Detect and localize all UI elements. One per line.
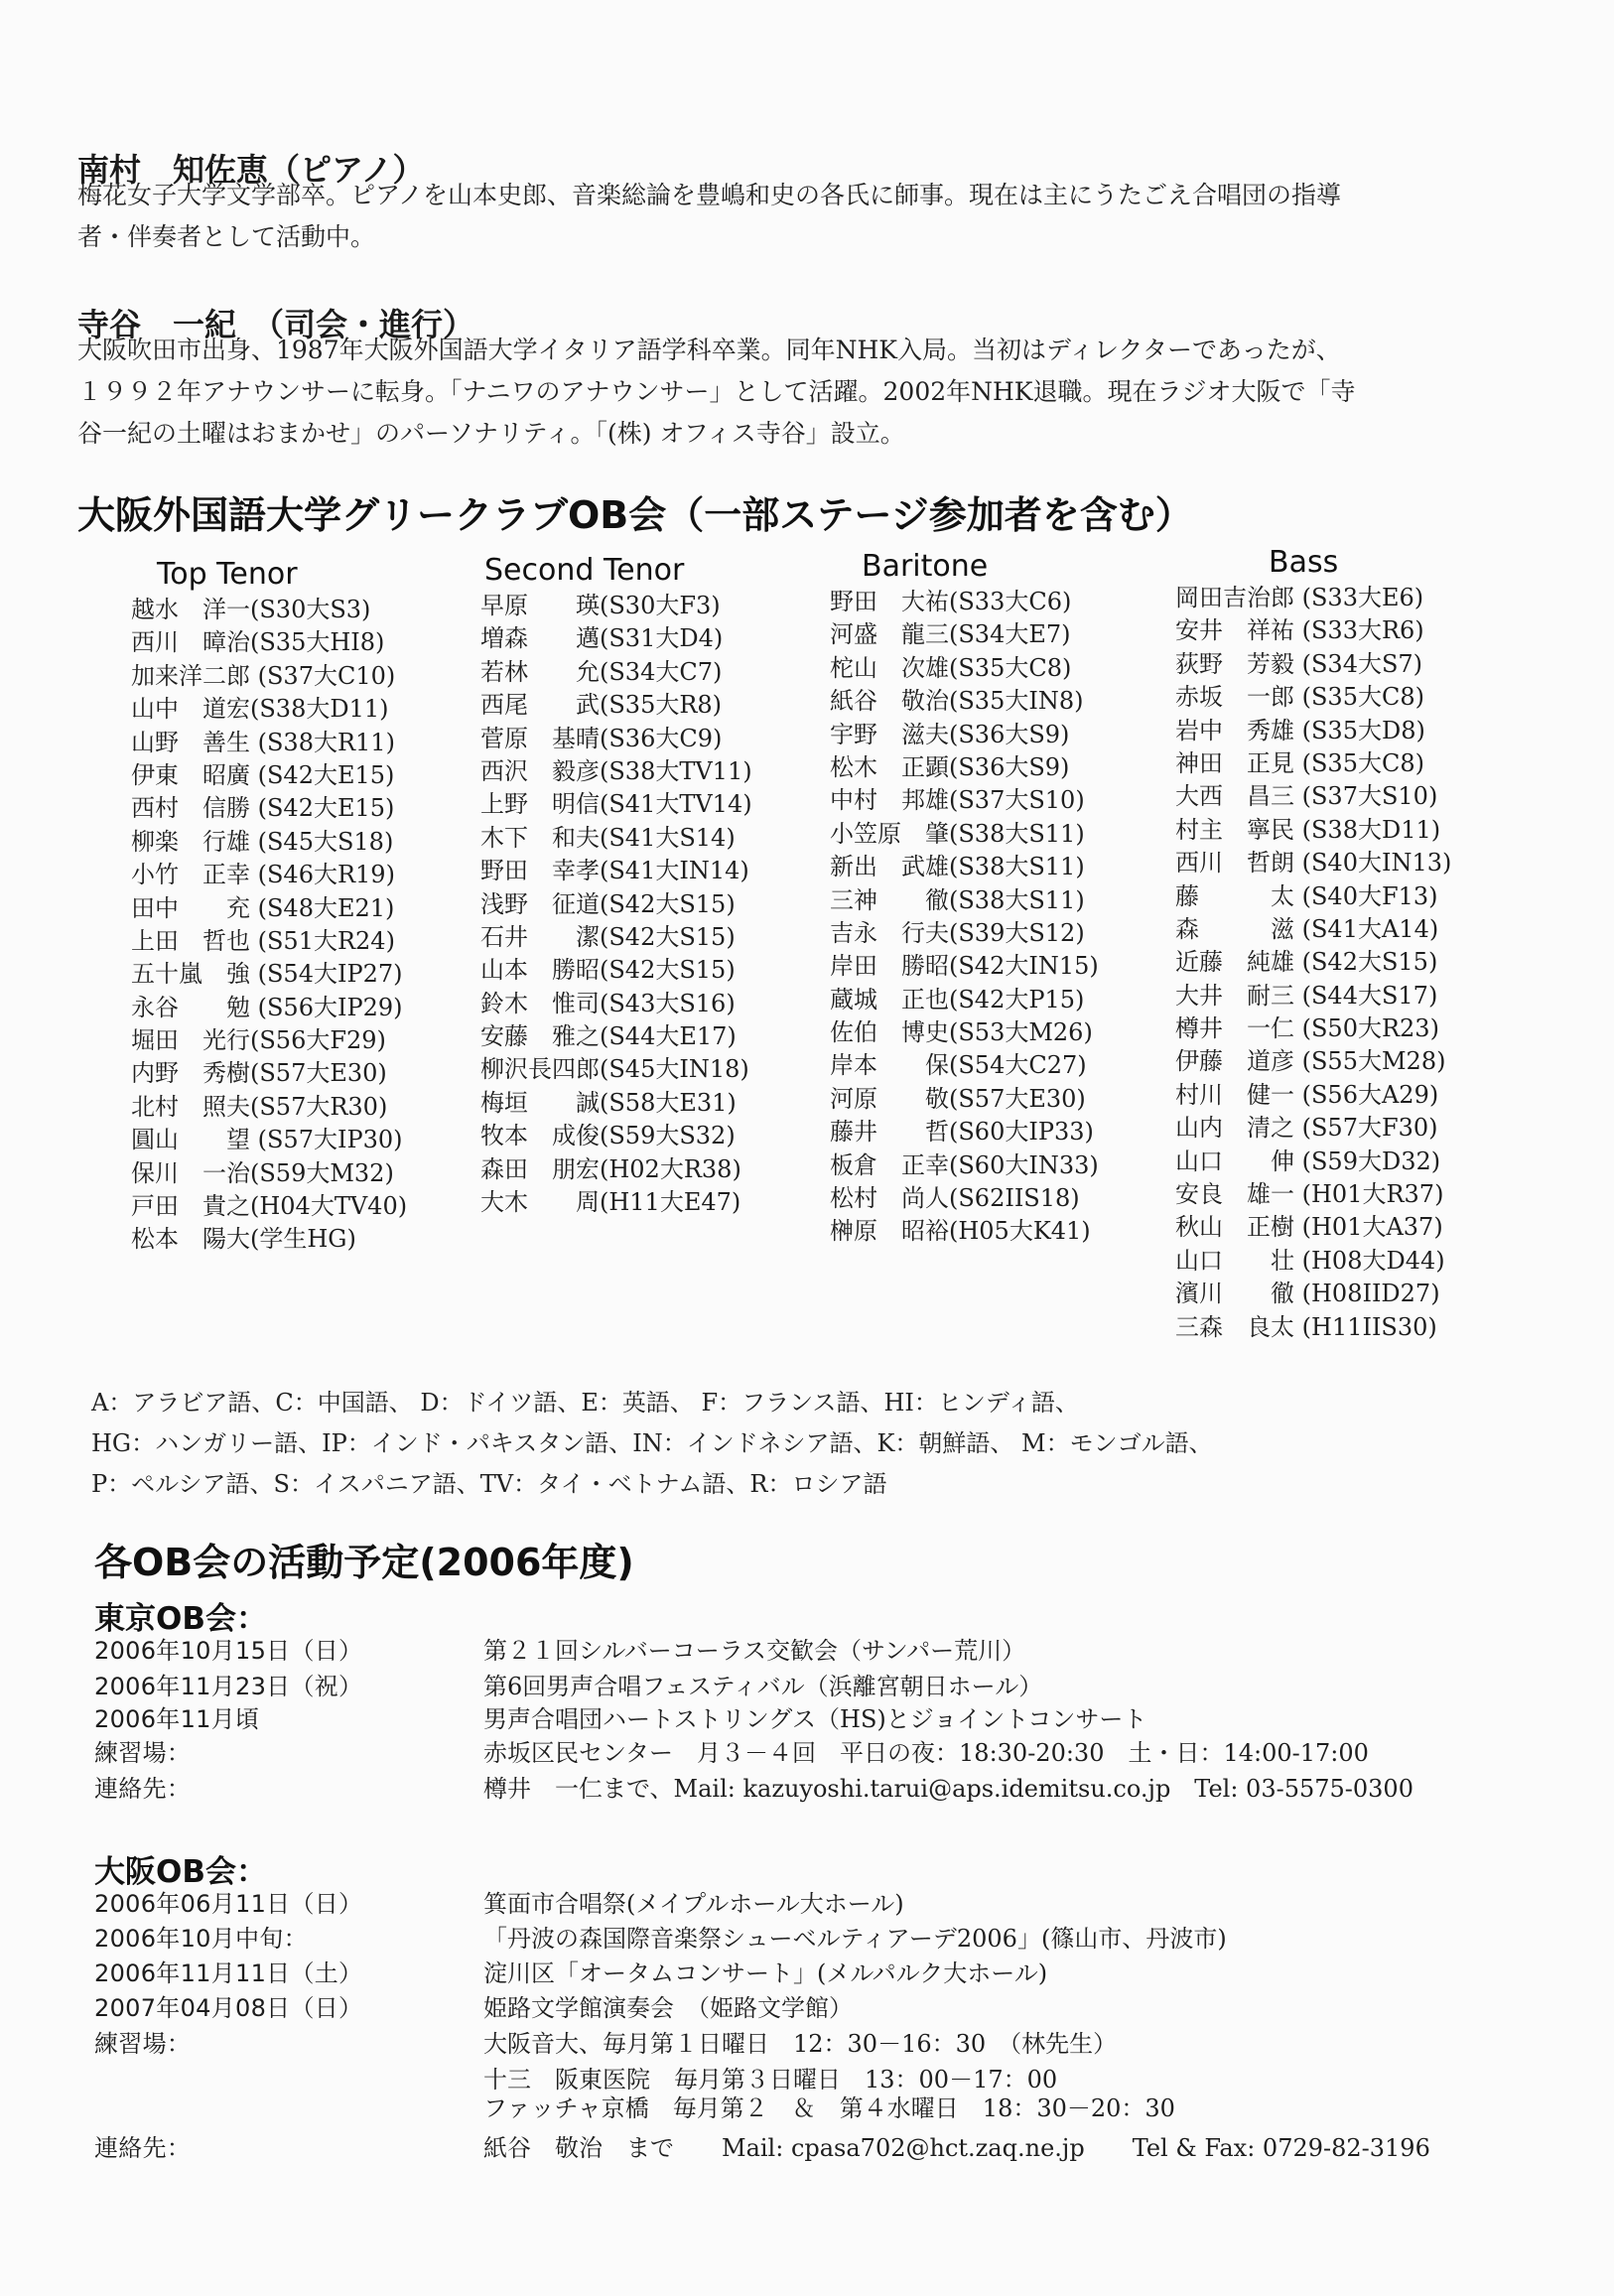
member-entry: 小笠原 肇(S38大S11) <box>830 819 1085 848</box>
member-entry: 大木 周(H11大E47) <box>480 1188 741 1217</box>
bio-heading-teraya: 寺谷 一紀 （司会・進行） <box>77 306 475 343</box>
schedule-row <box>0 1733 1614 1767</box>
member-entry: 岩中 秀雄 (S35大D8) <box>1175 716 1425 744</box>
member-entry: 浅野 征道(S42大S15) <box>480 889 736 918</box>
schedule-row <box>0 2128 1614 2162</box>
member-entry: 山口 壮 (H08大D44) <box>1175 1246 1445 1275</box>
member-entry: 荻野 芳毅 (S34大S7) <box>1175 649 1423 678</box>
member-entry: 蔵城 正也(S42大P15) <box>830 985 1085 1013</box>
member-entry: 永谷 勉 (S56大IP29) <box>131 993 403 1021</box>
activities-title: 各OB会の活動予定(2006年度) <box>94 1541 634 1584</box>
member-entry: 三神 徹(S38大S11) <box>830 885 1085 914</box>
member-entry: 伊東 昭廣 (S42大E15) <box>131 760 395 789</box>
schedule-date: 2007年04月08日（日） <box>94 1994 363 2022</box>
member-entry: 堀田 光行(S56大F29) <box>131 1026 386 1055</box>
language-legend <box>91 1383 1531 1505</box>
member-entry: 宇野 滋夫(S36大S9) <box>830 720 1070 748</box>
column-heading-top-tenor: Top Tenor <box>157 557 298 592</box>
member-entry: 上田 哲也 (S51大R24) <box>131 926 395 955</box>
member-entry: 石井 潔(S42大S15) <box>480 922 736 951</box>
member-entry: 野田 幸孝(S41大IN14) <box>480 857 749 885</box>
member-entry: 藤井 哲(S60大IP33) <box>830 1118 1094 1147</box>
schedule-row <box>0 1919 1614 1953</box>
member-entry: 吉永 行夫(S39大S12) <box>830 918 1085 947</box>
bio-line: 谷一紀の土曜はおまかせ」のパーソナリティ。「(株) オフィス寺谷」設立。 <box>77 419 905 448</box>
schedule-row <box>0 1988 1614 2022</box>
member-entry: 紙谷 敬治(S35大IN8) <box>830 687 1084 716</box>
osaka-ob-heading: 大阪OB会： <box>94 1854 267 1890</box>
member-entry: 安井 祥祐 (S33大R6) <box>1175 616 1424 645</box>
member-list-second-tenor <box>480 590 752 1219</box>
member-entry: 上野 明信(S41大TV14) <box>480 790 752 819</box>
member-entry: 戸田 貴之(H04大TV40) <box>131 1192 408 1221</box>
member-entry: 西沢 毅彦(S38大TV11) <box>480 756 752 785</box>
member-entry: 中村 邦雄(S37大S10) <box>830 786 1085 815</box>
schedule-event: 男声合唱団ハートストリングス（HS)とジョイントコンサート <box>483 1705 1147 1733</box>
member-entry: 森田 朋宏(H02大R38) <box>480 1154 741 1183</box>
member-entry: 内野 秀樹(S57大E30) <box>131 1059 387 1088</box>
schedule-event: 十三 阪東医院 毎月第３日曜日 13：00－17：00 <box>483 2066 1058 2093</box>
member-entry: 新出 武雄(S38大S11) <box>830 853 1085 881</box>
member-entry: 梅垣 誠(S58大E31) <box>480 1088 737 1117</box>
schedule-row <box>0 1884 1614 1918</box>
member-entry: 村主 寧民 (S38大D11) <box>1175 815 1441 844</box>
member-entry: 濱川 徹 (H08IID27) <box>1175 1280 1440 1308</box>
member-entry: 山本 勝昭(S42大S15) <box>480 956 736 985</box>
member-entry: 増森 邁(S31大D4) <box>480 624 724 653</box>
member-entry: 加来洋二郎 (S37大C10) <box>131 661 396 690</box>
bio-line: 大阪吹田市出身、1987年大阪外国語大学イタリア語学科卒業。同年NHK入局。当初はディレクターであったが、 <box>77 336 1341 364</box>
member-entry: 菅原 基晴(S36大C9) <box>480 724 723 752</box>
schedule-date: 練習場： <box>94 1739 192 1767</box>
bio-text-teraya <box>77 330 1487 455</box>
member-entry: 岸本 保(S54大C27) <box>830 1051 1087 1080</box>
schedule-date: 2006年11月頃 <box>94 1705 260 1733</box>
schedule-event: 紙谷 敬治 まで Mail: cpasa702@hct.zaq.ne.jp Tel & Fax: 0729-82-3196 <box>483 2134 1430 2162</box>
member-entry: 三森 良太 (H11IIS30) <box>1175 1312 1437 1341</box>
schedule-event: 淀川区「オータムコンサート」(メルパルク大ホール) <box>483 1959 1048 1987</box>
schedule-date: 2006年10月中旬： <box>94 1925 308 1953</box>
member-entry: 山中 道宏(S38大D11) <box>131 695 389 724</box>
member-entry: 藤 太 (S40大F13) <box>1175 881 1438 910</box>
column-heading-baritone: Baritone <box>862 549 989 584</box>
member-entry: 秋山 正樹 (H01大A37) <box>1175 1213 1443 1242</box>
member-entry: 田中 充 (S48大E21) <box>131 893 395 922</box>
bio-heading-minamimura: 南村 知佐恵（ピアノ） <box>77 151 425 189</box>
member-entry: 西村 信勝 (S42大E15) <box>131 794 395 823</box>
member-list-top-tenor <box>131 594 407 1257</box>
member-entry: 神田 正見 (S35大C8) <box>1175 748 1424 777</box>
member-entry: 木下 和夫(S41大S14) <box>480 823 736 852</box>
schedule-row <box>0 2024 1614 2058</box>
legend-line: P：ペルシア語、S：イスパニア語、TV：タイ・ベトナム語、R：ロシア語 <box>91 1470 887 1498</box>
member-entry: 山口 伸 (S59大D32) <box>1175 1147 1441 1175</box>
schedule-date: 練習場： <box>94 2030 192 2058</box>
member-entry: 河盛 龍三(S34大E7) <box>830 620 1071 649</box>
member-entry: 榊原 昭裕(H05大K41) <box>830 1217 1091 1246</box>
member-entry: 西尾 武(S35大R8) <box>480 691 723 720</box>
member-entry: 山野 善生 (S38大R11) <box>131 728 395 756</box>
member-entry: 小竹 正幸 (S46大R19) <box>131 861 395 889</box>
member-entry: 赤坂 一郎 (S35大C8) <box>1175 683 1424 712</box>
schedule-event: 第6回男声合唱フェスティバル（浜離宮朝日ホール） <box>483 1673 1043 1700</box>
member-entry: 保川 一治(S59大M32) <box>131 1158 394 1187</box>
legend-line: HG：ハンガリー語、IP：インド・パキスタン語、IN：インドネシア語、K：朝鮮語、 M：モンゴル語、 <box>91 1429 1213 1457</box>
member-entry: 大井 耐三 (S44大S17) <box>1175 981 1438 1010</box>
member-entry: 柳楽 行雄 (S45大S18) <box>131 827 394 856</box>
schedule-event: 赤坂区民センター 月３－４回 平日の夜：18:30-20:30 土・日：14:00-17:00 <box>483 1739 1369 1767</box>
member-entry: 安藤 雅之(S44大E17) <box>480 1022 737 1051</box>
member-entry: 北村 照夫(S57大R30) <box>131 1092 388 1121</box>
member-entry: 若林 允(S34大C7) <box>480 657 723 686</box>
schedule-date: 連絡先： <box>94 1775 192 1803</box>
schedule-event: ファッチャ京橋 毎月第２ ＆ 第４水曜日 18：30－20：30 <box>483 2094 1175 2122</box>
schedule-event: 姫路文学館演奏会 （姫路文学館） <box>483 1994 853 2022</box>
schedule-date: 2006年06月11日（日） <box>94 1890 363 1918</box>
member-entry: 西川 哲朗 (S40大IN13) <box>1175 849 1452 878</box>
member-entry: 柁山 次雄(S35大C8) <box>830 653 1072 682</box>
member-list-bass <box>1175 582 1451 1344</box>
member-entry: 鈴木 惟司(S43大S16) <box>480 989 736 1017</box>
schedule-event: 樽井 一仁まで、Mail: kazuyoshi.tarui@aps.idemitsu.co.jp Tel: 03-5575-0300 <box>483 1775 1413 1803</box>
schedule-date: 2006年11月23日（祝） <box>94 1673 363 1700</box>
member-entry: 森 滋 (S41大A14) <box>1175 914 1439 943</box>
schedule-date: 連絡先： <box>94 2134 192 2162</box>
member-entry: 佐伯 博史(S53大M26) <box>830 1018 1093 1047</box>
bio-line: 梅花女子大学文学部卒。ピアノを山本史郎、音楽総論を豊嶋和史の各氏に師事。現在は主にうたごえ合唱団の指導 <box>77 181 1342 209</box>
tokyo-ob-heading: 東京OB会： <box>94 1601 267 1637</box>
member-entry: 岸田 勝昭(S42大IN15) <box>830 952 1099 981</box>
member-entry: 樽井 一仁 (S50大R23) <box>1175 1014 1439 1043</box>
ob-section-title: 大阪外国語大学グリークラブOB会（一部ステージ参加者を含む） <box>77 493 1193 537</box>
schedule-date: 2006年11月11日（土） <box>94 1959 363 1987</box>
schedule-row <box>0 1699 1614 1733</box>
member-entry: 松木 正顕(S36大S9) <box>830 752 1070 781</box>
member-entry: 越水 洋一(S30大S3) <box>131 596 371 623</box>
schedule-row <box>0 1954 1614 1987</box>
member-entry: 松村 尚人(S62IIS18) <box>830 1184 1080 1213</box>
schedule-event: 大阪音大、毎月第１日曜日 12：30－16：30 （林先生） <box>483 2030 1118 2058</box>
member-entry: 野田 大祐(S33大C6) <box>830 588 1072 615</box>
member-entry: 早原 瑛(S30大F3) <box>480 592 721 619</box>
column-heading-bass: Bass <box>1269 545 1339 580</box>
member-list-baritone <box>830 586 1099 1249</box>
schedule-date: 2006年10月15日（日） <box>94 1637 363 1665</box>
member-entry: 山内 清之 (S57大F30) <box>1175 1114 1438 1143</box>
schedule-row <box>0 1667 1614 1700</box>
bio-text-minamimura <box>77 175 1487 258</box>
member-entry: 松本 陽大(学生HG) <box>131 1225 356 1254</box>
member-entry: 伊藤 道彦 (S55大M28) <box>1175 1047 1446 1076</box>
member-entry: 柳沢長四郎(S45大IN18) <box>480 1055 749 1084</box>
schedule-row <box>0 1769 1614 1803</box>
member-entry: 牧本 成俊(S59大S32) <box>480 1122 736 1150</box>
bio-line: 者・伴奏者として活動中。 <box>77 222 376 251</box>
member-entry: 近藤 純雄 (S42大S15) <box>1175 948 1438 977</box>
member-entry: 圓山 望 (S57大IP30) <box>131 1126 403 1154</box>
member-entry: 村川 健一 (S56大A29) <box>1175 1080 1439 1109</box>
schedule-event: 第２１回シルバーコーラス交歓会（サンパー荒川） <box>483 1637 1026 1665</box>
member-entry: 五十嵐 強 (S54大IP27) <box>131 960 403 989</box>
schedule-event: 箕面市合唱祭(メイプルホール大ホール) <box>483 1890 904 1918</box>
schedule-event: 「丹波の森国際音楽祭シューベルティアーデ2006」(篠山市、丹波市) <box>483 1925 1227 1953</box>
member-entry: 西川 暲治(S35大HI8) <box>131 628 385 657</box>
schedule-row <box>0 2089 1614 2122</box>
schedule-row <box>0 1631 1614 1665</box>
member-entry: 河原 敬(S57大E30) <box>830 1084 1086 1113</box>
member-entry: 大西 昌三 (S37大S10) <box>1175 782 1438 811</box>
member-entry: 板倉 正幸(S60大IN33) <box>830 1150 1099 1179</box>
member-entry: 岡田吉治郎 (S33大E6) <box>1175 584 1424 611</box>
member-entry: 安良 雄一 (H01大R37) <box>1175 1180 1444 1209</box>
bio-line: １９９２年アナウンサーに転身。「ナニワのアナウンサー」として活躍。2002年NHK退職。現在ラジオ大阪で「寺 <box>77 377 1356 406</box>
legend-line: A：アラビア語、C：中国語、 D：ドイツ語、E：英語、 F：フランス語、HI：ヒンディ語、 <box>91 1389 1079 1417</box>
column-heading-second-tenor: Second Tenor <box>484 553 685 588</box>
